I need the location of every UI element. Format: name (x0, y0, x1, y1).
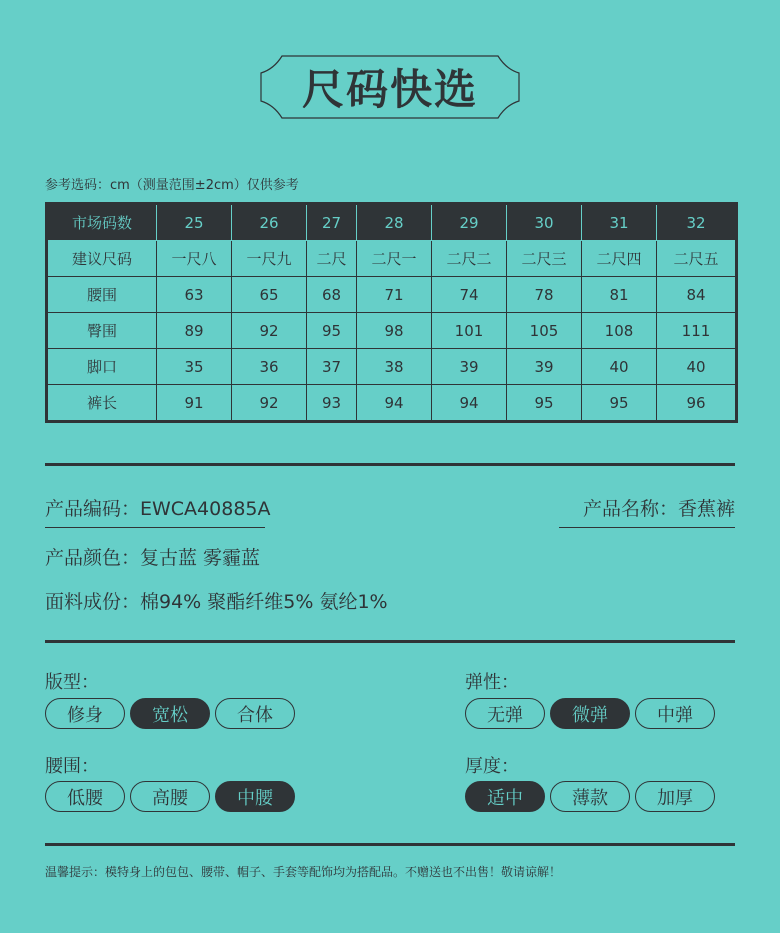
table-cell: 93 (307, 385, 357, 422)
table-cell: 108 (582, 313, 657, 349)
table-cell: 91 (157, 385, 232, 422)
table-cell: 94 (432, 385, 507, 422)
table-cell: 35 (157, 349, 232, 385)
table-cell: 74 (432, 277, 507, 313)
table-cell: 腰围 (47, 277, 157, 313)
header-cell: 市场码数 (47, 204, 157, 241)
table-cell: 65 (232, 277, 307, 313)
waist-option-high[interactable]: 高腰 (130, 781, 210, 812)
table-cell: 89 (157, 313, 232, 349)
header-cell: 30 (507, 204, 582, 241)
header-cell: 31 (582, 204, 657, 241)
table-cell: 95 (307, 313, 357, 349)
table-cell: 二尺四 (582, 241, 657, 277)
table-cell: 105 (507, 313, 582, 349)
fit-options (45, 698, 295, 729)
page-title: 尺码快选 (301, 65, 478, 114)
table-row (47, 277, 737, 313)
elasticity-label: 弹性： (465, 672, 519, 693)
table-cell: 二尺一 (357, 241, 432, 277)
table-row (47, 241, 737, 277)
waist-option-mid[interactable]: 中腰 (215, 781, 295, 812)
table-cell: 81 (582, 277, 657, 313)
table-cell: 92 (232, 313, 307, 349)
table-cell: 95 (582, 385, 657, 422)
divider (45, 463, 735, 466)
thickness-label: 厚度： (465, 756, 519, 777)
elasticity-options (465, 698, 715, 729)
thickness-option-thin[interactable]: 薄款 (550, 781, 630, 812)
table-cell: 脚口 (47, 349, 157, 385)
table-cell: 96 (657, 385, 737, 422)
thickness-option-thick[interactable]: 加厚 (635, 781, 715, 812)
thickness-options (465, 781, 715, 812)
table-cell: 一尺八 (157, 241, 232, 277)
fit-label: 版型： (45, 672, 99, 693)
header-cell: 26 (232, 204, 307, 241)
table-row (47, 349, 737, 385)
header-cell: 29 (432, 204, 507, 241)
table-cell: 建议尺码 (47, 241, 157, 277)
elasticity-option-none[interactable]: 无弹 (465, 698, 545, 729)
product-name: 产品名称：香蕉裤 (559, 494, 735, 528)
elasticity-option-medium[interactable]: 中弹 (635, 698, 715, 729)
table-cell: 37 (307, 349, 357, 385)
table-cell: 95 (507, 385, 582, 422)
fit-option-regular[interactable]: 合体 (215, 698, 295, 729)
table-cell: 一尺九 (232, 241, 307, 277)
table-cell: 71 (357, 277, 432, 313)
divider (45, 640, 735, 643)
thickness-option-medium[interactable]: 适中 (465, 781, 545, 812)
table-cell: 101 (432, 313, 507, 349)
product-color: 产品颜色：复古蓝 雾霾蓝 (45, 547, 261, 569)
table-header-row (47, 204, 737, 241)
table-cell: 111 (657, 313, 737, 349)
elasticity-option-slight[interactable]: 微弹 (550, 698, 630, 729)
table-cell: 92 (232, 385, 307, 422)
divider (45, 843, 735, 846)
product-fabric: 面料成份：棉94% 聚酯纤维5% 氨纶1% (45, 591, 388, 613)
table-cell: 40 (582, 349, 657, 385)
header-cell: 25 (157, 204, 232, 241)
table-cell: 36 (232, 349, 307, 385)
table-cell: 38 (357, 349, 432, 385)
reference-note: 参考选码：cm（测量范围±2cm）仅供参考 (45, 178, 299, 193)
table-cell: 二尺 (307, 241, 357, 277)
waist-option-low[interactable]: 低腰 (45, 781, 125, 812)
table-cell: 68 (307, 277, 357, 313)
waist-options (45, 781, 295, 812)
table-cell: 臀围 (47, 313, 157, 349)
table-cell: 98 (357, 313, 432, 349)
fit-option-slim[interactable]: 修身 (45, 698, 125, 729)
header-cell: 27 (307, 204, 357, 241)
footnote: 温馨提示：模特身上的包包、腰带、帽子、手套等配饰均为搭配品。不赠送也不出售！敬请谅解！ (45, 865, 562, 879)
table-cell: 39 (432, 349, 507, 385)
size-table (45, 202, 738, 423)
table-cell: 84 (657, 277, 737, 313)
table-row (47, 313, 737, 349)
product-code: 产品编码：EWCA40885A (45, 494, 265, 528)
table-cell: 63 (157, 277, 232, 313)
header-cell: 32 (657, 204, 737, 241)
table-cell: 78 (507, 277, 582, 313)
waist-label: 腰围： (45, 756, 99, 777)
table-cell: 二尺二 (432, 241, 507, 277)
table-cell: 39 (507, 349, 582, 385)
table-cell: 40 (657, 349, 737, 385)
table-cell: 裤长 (47, 385, 157, 422)
table-row (47, 385, 737, 422)
header-cell: 28 (357, 204, 432, 241)
title-badge (260, 55, 520, 119)
table-cell: 二尺三 (507, 241, 582, 277)
table-cell: 二尺五 (657, 241, 737, 277)
fit-option-loose[interactable]: 宽松 (130, 698, 210, 729)
table-cell: 94 (357, 385, 432, 422)
